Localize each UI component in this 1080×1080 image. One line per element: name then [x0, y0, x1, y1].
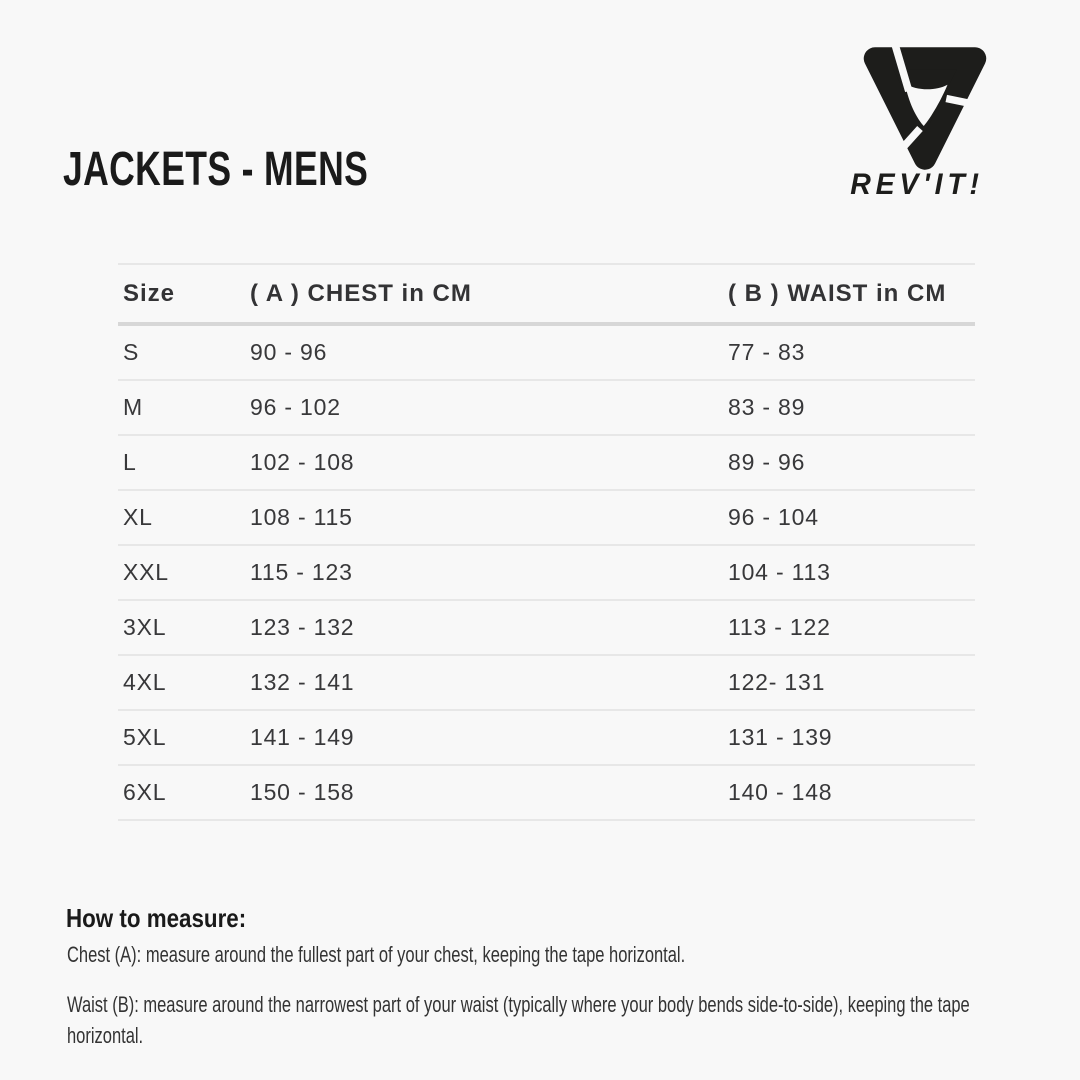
how-to-measure-heading: How to measure:: [66, 903, 247, 933]
cell-waist: 77 - 83: [728, 339, 806, 365]
table-row: [118, 711, 975, 766]
table-row: [118, 436, 975, 491]
table-row: [118, 326, 975, 381]
table-row: [118, 491, 975, 546]
cell-waist: 131 - 139: [728, 724, 833, 750]
cell-waist: 140 - 148: [728, 779, 833, 805]
chest-measure-instruction: Chest (A): measure around the fullest part of your chest, keeping the tape horizontal.: [67, 942, 686, 967]
brand-name: REV'IT!: [850, 168, 984, 201]
cell-size: S: [123, 339, 140, 365]
cell-chest: 150 - 158: [250, 779, 355, 805]
cell-waist: 113 - 122: [728, 614, 831, 640]
cell-waist: 104 - 113: [728, 559, 831, 585]
cell-waist: 83 - 89: [728, 394, 806, 420]
size-table-header: [118, 265, 975, 326]
size-table: [118, 263, 975, 821]
cell-size: 5XL: [123, 724, 167, 750]
cell-chest: 115 - 123: [250, 559, 353, 585]
waist-measure-instruction: Waist (B): measure around the narrowest part of your waist (typically where your body bends side-to-side), keeping the tape horizontal.: [67, 992, 970, 1048]
cell-waist: 96 - 104: [728, 504, 819, 530]
table-row: [118, 656, 975, 711]
table-row: [118, 766, 975, 821]
cell-chest: 132 - 141: [250, 669, 355, 695]
cell-size: 3XL: [123, 614, 167, 640]
column-header-waist: ( B ) WAIST in CM: [728, 279, 947, 307]
column-header-size: Size: [123, 279, 176, 307]
cell-size: XXL: [123, 559, 169, 585]
cell-size: L: [123, 449, 137, 475]
page-title: JACKETS - MENS: [63, 143, 369, 196]
revit-shield-icon: [850, 26, 1000, 176]
cell-chest: 123 - 132: [250, 614, 355, 640]
table-row: [118, 546, 975, 601]
cell-chest: 108 - 115: [250, 504, 353, 530]
cell-chest: 102 - 108: [250, 449, 355, 475]
table-row: [118, 601, 975, 656]
column-header-chest: ( A ) CHEST in CM: [250, 279, 472, 307]
cell-size: XL: [123, 504, 153, 530]
cell-waist: 89 - 96: [728, 449, 806, 475]
cell-chest: 90 - 96: [250, 339, 328, 365]
cell-size: 6XL: [123, 779, 167, 805]
cell-chest: 96 - 102: [250, 394, 341, 420]
cell-size: M: [123, 394, 143, 420]
cell-chest: 141 - 149: [250, 724, 355, 750]
table-row: [118, 381, 975, 436]
cell-size: 4XL: [123, 669, 167, 695]
cell-waist: 122- 131: [728, 669, 826, 695]
